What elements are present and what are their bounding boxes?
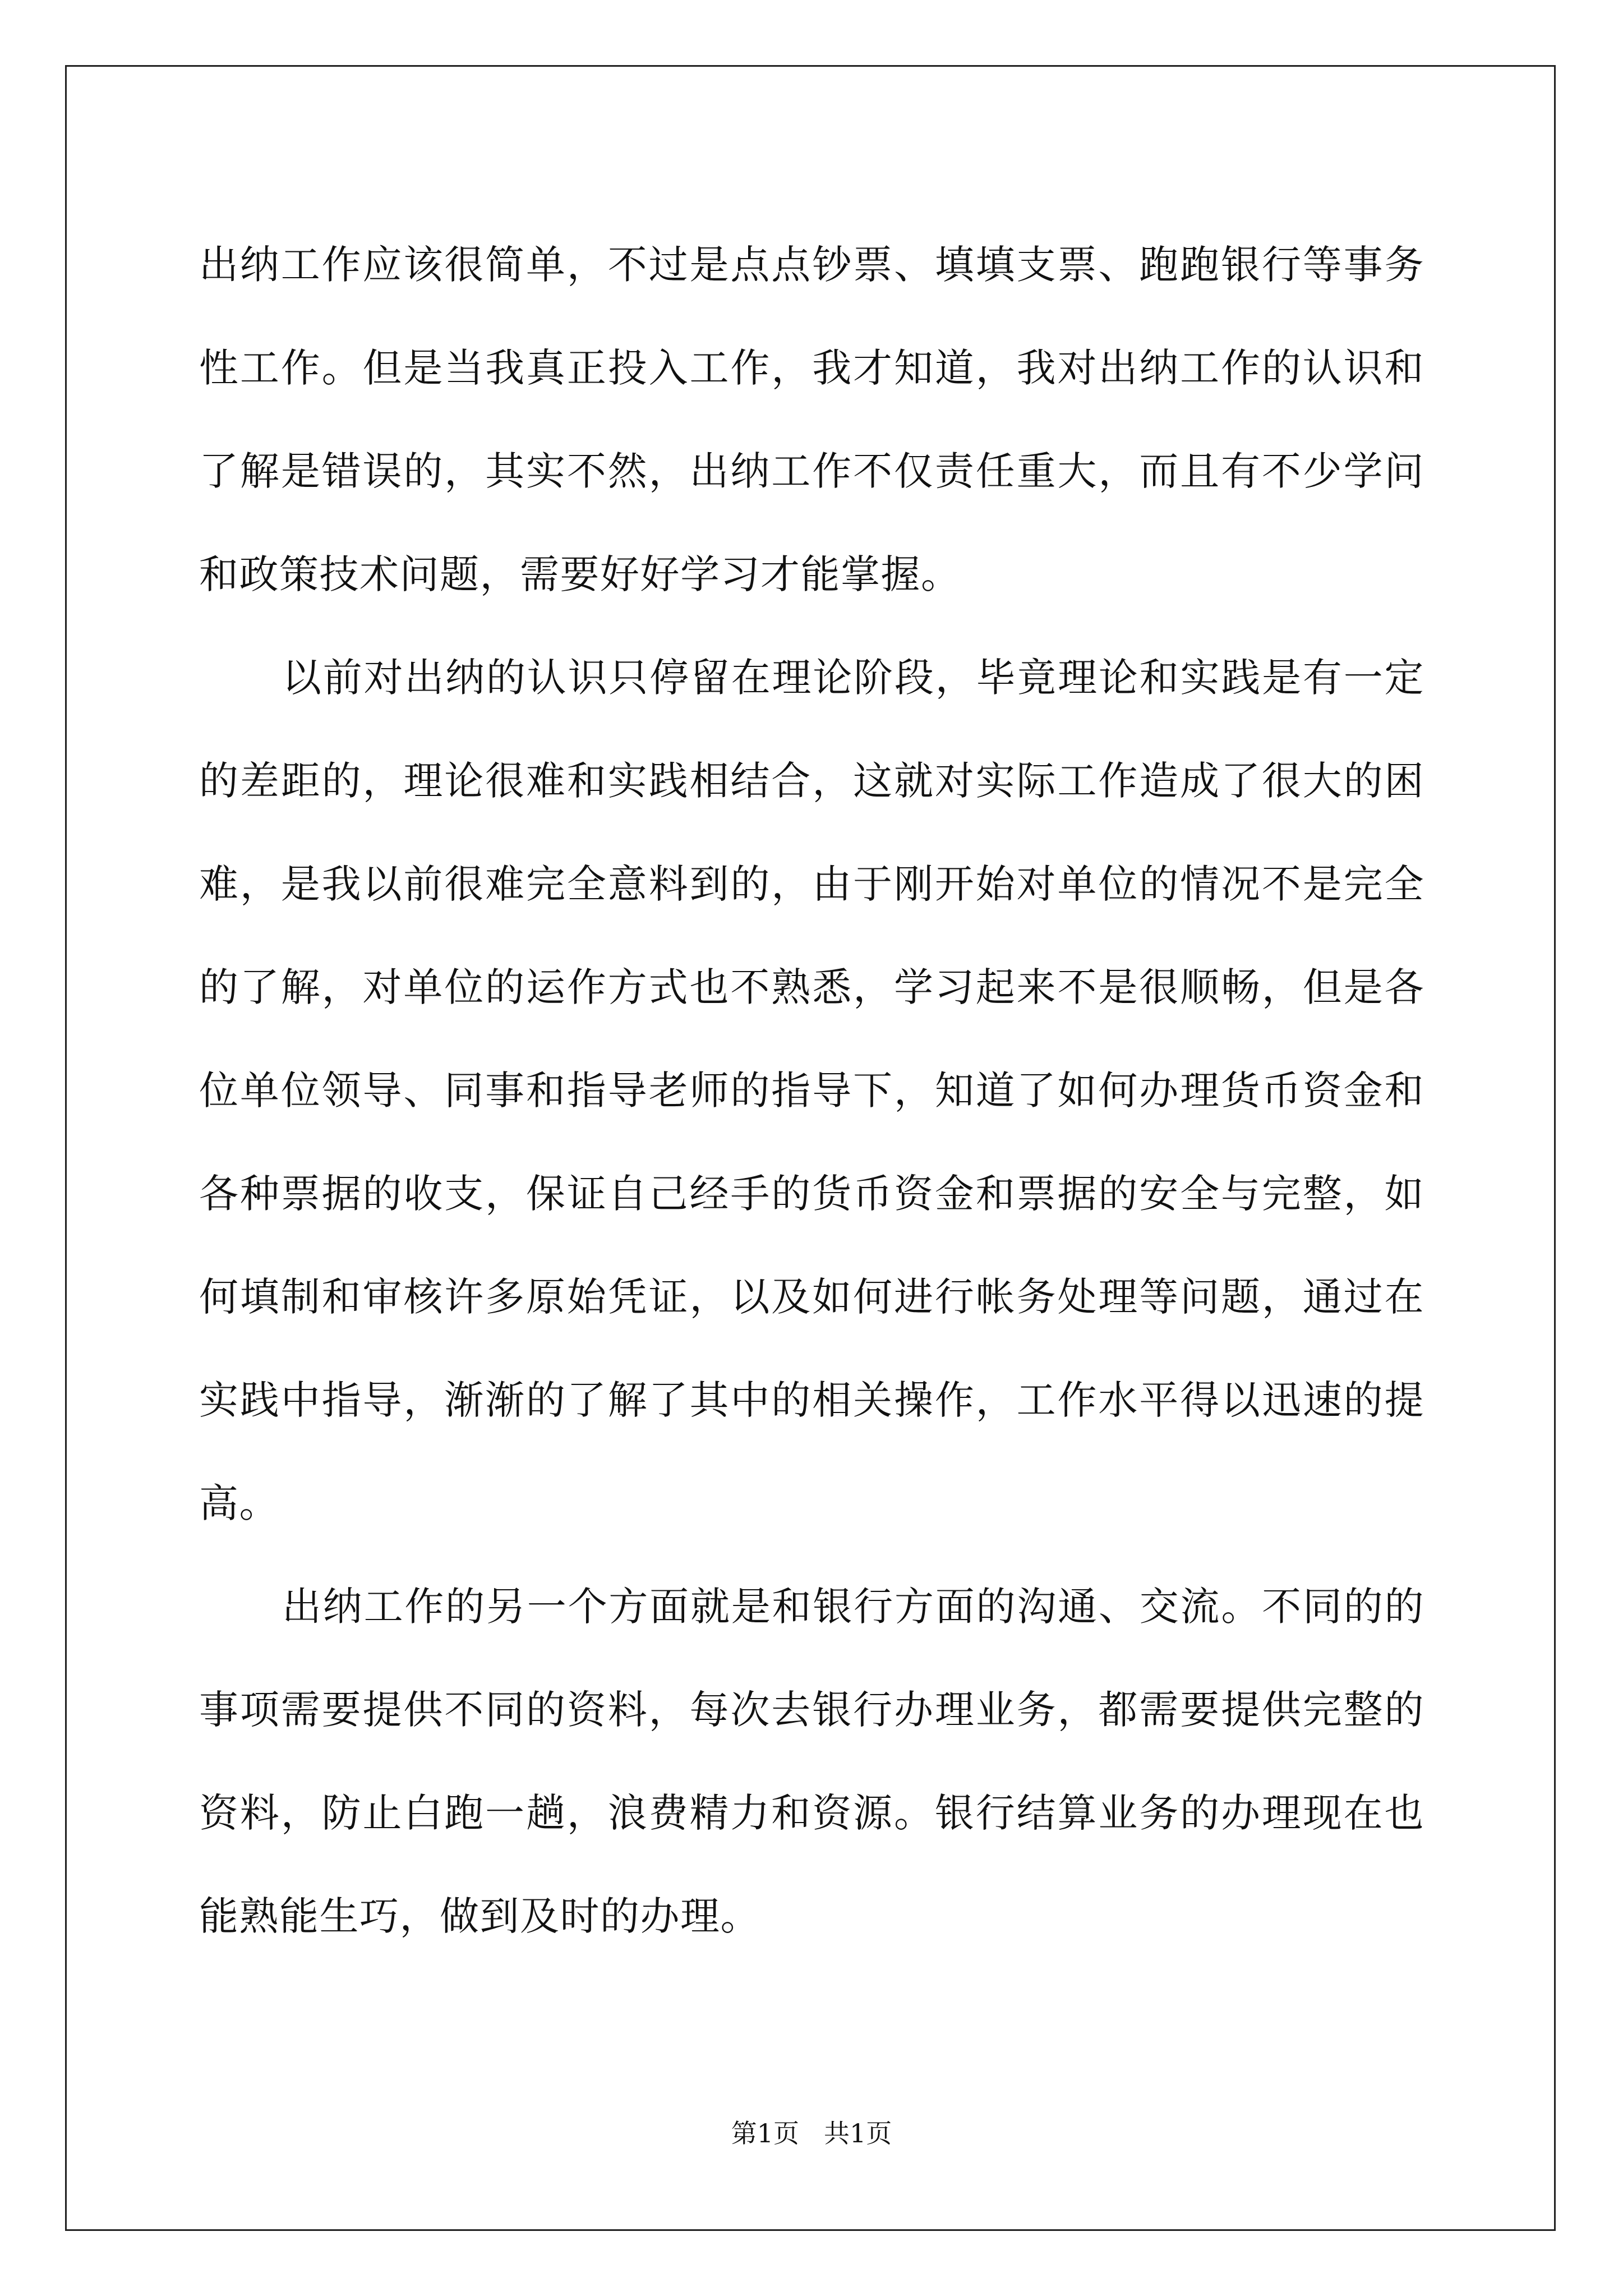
paragraph-3: 出纳工作的另一个方面就是和银行方面的沟通、交流。不同的的事项需要提供不同的资料，每次去银行办理业务，都需要提供完整的资料，防止白跑一趟，浪费精力和资源。银行结算业务的办理现在也能熟能生巧，做到及时的办理。 bbox=[199, 1584, 1424, 1939]
page-total: 共1页 bbox=[823, 2118, 892, 2148]
paragraph-2: 以前对出纳的认识只停留在理论阶段，毕竟理论和实践是有一定的差距的，理论很难和实践相结合，这就对实际工作造成了很大的困难，是我以前很难完全意料到的，由于刚开始对单位的情况不是完全的了解，对单位的运作方式也不熟悉，学习起来不是很顺畅，但是各位单位领导、同事和指导老师的指导下，知道了如何办理货币资金和各种票据的收支，保证自己经手的货币资金和票据的安全与完整，如何填制和审核许多原始凭证，以及如何进行帐务处理等问题，通过在实践中指导，渐渐的了解了其中的相关操作，工作水平得以迅速的提高。 bbox=[199, 655, 1424, 1526]
paragraph-1: 出纳工作应该很简单，不过是点点钞票、填填支票、跑跑银行等事务性工作。但是当我真正投入工作，我才知道，我对出纳工作的认识和了解是错误的，其实不然，出纳工作不仅责任重大，而且有不少学问和政策技术问题，需要好好学习才能掌握。 bbox=[199, 242, 1424, 597]
page-footer bbox=[0, 2118, 1623, 2149]
page-number: 第1页 bbox=[731, 2118, 800, 2148]
footer-spacer bbox=[799, 2118, 824, 2148]
document-body bbox=[199, 213, 1424, 1968]
